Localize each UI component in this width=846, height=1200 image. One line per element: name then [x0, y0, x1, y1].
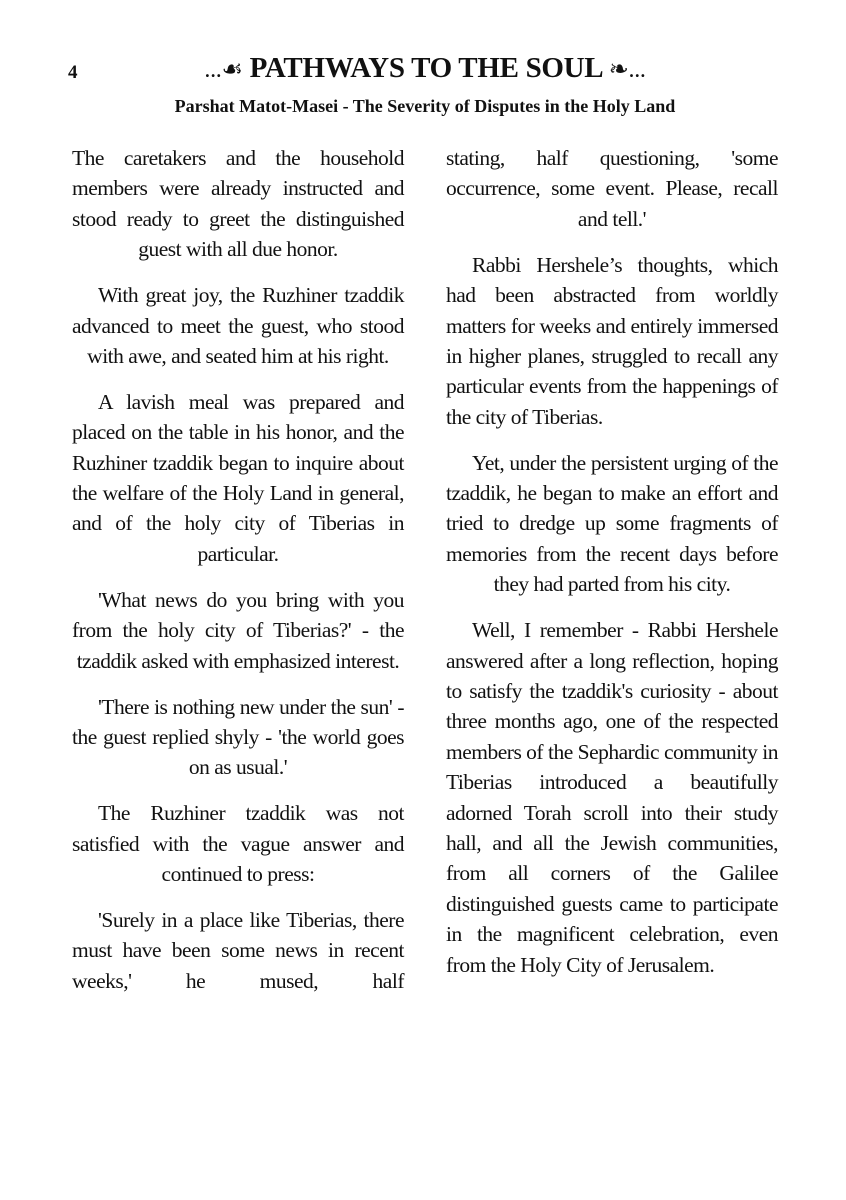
page-number: 4	[68, 62, 78, 83]
left-column	[72, 143, 404, 1012]
paragraph: A lavish meal was prepared and placed on the table in his honor, and the Ruzhiner tzaddik began to inquire about the welfare of the Holy Land in general, and of the holy city of Tiberias in particular.	[72, 389, 404, 566]
paragraph: The Ruzhiner tzaddik was not satisfied with the vague answer and continued to press:	[72, 801, 404, 887]
paragraph: Yet, under the persistent urging of the tzaddik, he began to make an effort and tried to dredge up some fragments of memories from the recent days before they had parted from his city.	[446, 450, 778, 597]
running-title	[130, 52, 720, 85]
paragraph: Well, I remember - Rabbi Hershele answered after a long reflection, hoping to satisfy the tzaddik's curiosity - about three months ago, one of the respected members of the Sephardic community in Tiberias introduced a beautifully adorned Torah scroll into their study hall, and all the Jewish communities, from all corners of the Galilee distinguished guests came to participate in the magnificent celebration, even from the Holy City of Jerusalem.	[446, 618, 778, 977]
publication-title: PATHWAYS TO THE SOUL	[249, 52, 602, 84]
paragraph: 'What news do you bring with you from the holy city of Tiberias?' - the tzaddik asked with emphasized interest.	[72, 587, 404, 673]
ornament-right-icon: ❧...	[608, 57, 646, 83]
paragraph: 'Surely in a place like Tiberias, there must have been some news in recent weeks,' he mused, half	[72, 907, 404, 993]
right-column	[446, 143, 778, 996]
article-subtitle: Parshat Matot-Masei - The Severity of Disputes in the Holy Land	[174, 96, 676, 116]
paragraph: Rabbi Hershele’s thoughts, which had been abstracted from worldly matters for weeks and entirely immersed in higher planes, struggled to recall any particular events from the happenings of the city of Tiberias.	[446, 252, 778, 429]
paragraph: The caretakers and the household members were already instructed and stood ready to greet the distinguished guest with all due honor.	[72, 146, 404, 262]
paragraph: stating, half questioning, 'some occurrence, some event. Please, recall and tell.'	[446, 146, 778, 231]
paragraph: 'There is nothing new under the sun' - the guest replied shyly - 'the world goes on as usual.'	[72, 694, 404, 780]
ornament-left-icon: ...☙	[204, 57, 243, 83]
paragraph: With great joy, the Ruzhiner tzaddik advanced to meet the guest, who stood with awe, and seated him at his right.	[72, 283, 404, 368]
